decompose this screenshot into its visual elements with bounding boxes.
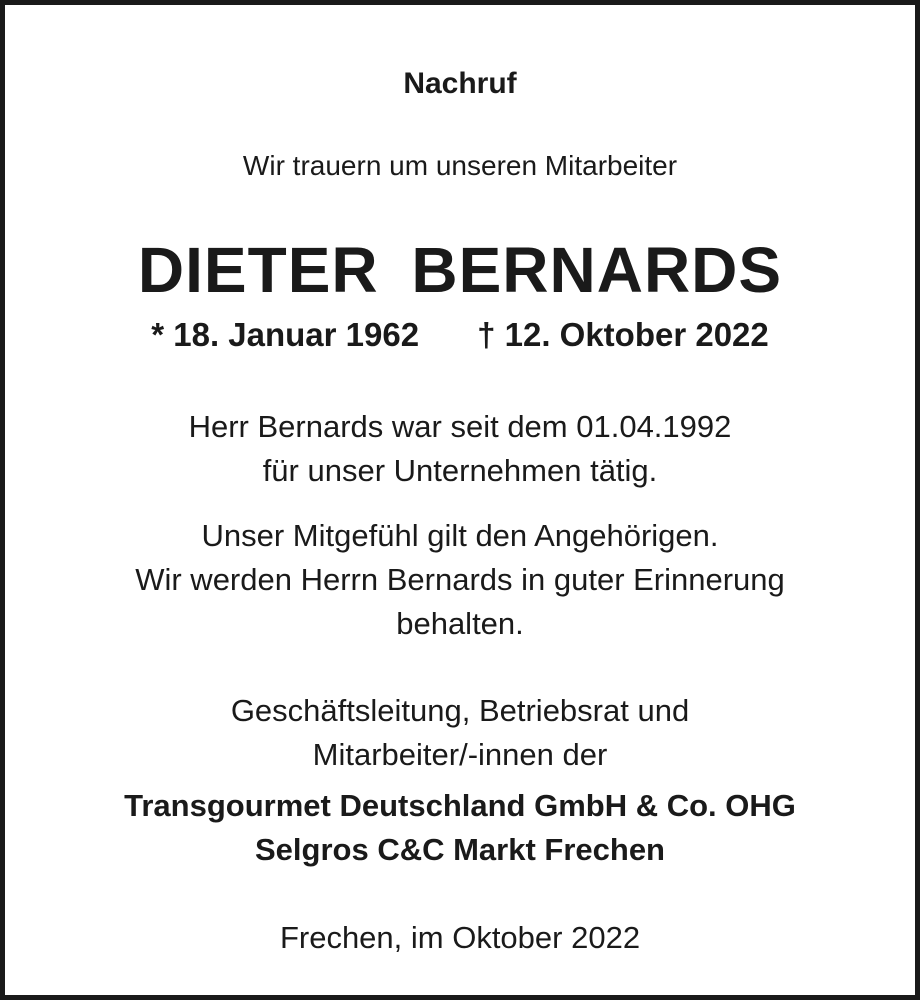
notice-heading: Nachruf xyxy=(403,67,517,100)
signatories-line: Geschäftsleitung, Betriebsrat und xyxy=(230,693,690,728)
intro-text: Wir trauern um unseren Mitarbeiter xyxy=(242,150,678,181)
body-line: für unser Unternehmen tätig. xyxy=(262,453,658,488)
life-dates xyxy=(5,316,915,354)
signatories-line: Mitarbeiter/-innen der xyxy=(312,737,608,772)
body-line: Herr Bernards war seit dem 01.04.1992 xyxy=(188,409,732,444)
place-date: Frechen, im Oktober 2022 xyxy=(279,920,641,955)
body-line: behalten. xyxy=(396,606,524,641)
death-date: † 12. Oktober 2022 xyxy=(477,316,769,353)
company-name: Transgourmet Deutschland GmbH & Co. OHG xyxy=(124,788,796,823)
body-line: Unser Mitgefühl gilt den Angehörigen. xyxy=(201,518,719,553)
deceased-name: DIETER BERNARDS xyxy=(137,234,783,306)
company-branch: Selgros C&C Markt Frechen xyxy=(255,832,665,867)
body-line: Wir werden Herrn Bernards in guter Erinnerung xyxy=(135,562,785,597)
birth-date: * 18. Januar 1962 xyxy=(151,316,420,353)
